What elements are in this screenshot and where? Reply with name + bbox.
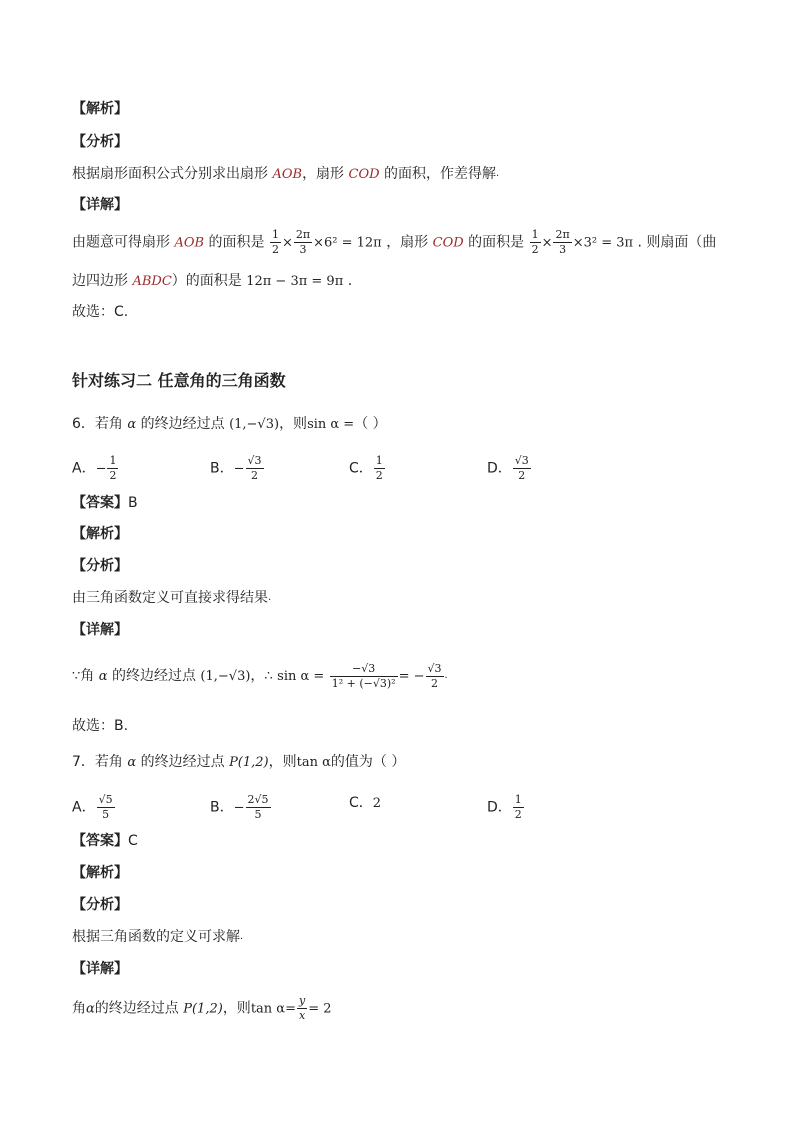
q5-fenxi-text: 根据扇形面积公式分别求出扇形 AOB，扇形 COD 的面积，作差得解. — [72, 166, 500, 182]
q6-answer: 【答案】B — [72, 495, 138, 511]
q7-detail: 角α的终边经过点 P(1,2)，则tan α= $\frac{y}{x}$ = 2 — [72, 994, 332, 1022]
q6-stem: 6．若角 α 的终边经过点 (1,−√3)，则sin α =（ ） — [72, 416, 387, 432]
section-title: 针对练习二 任意角的三角函数 — [72, 371, 286, 390]
q6-fenxi-text: 由三角函数定义可直接求得结果. — [72, 590, 272, 606]
q7-option-b[interactable]: B．− $\frac{2√5}{5}$ — [210, 793, 269, 821]
q7-stem: 7．若角 α 的终边经过点 P(1,2)，则tan α的值为（ ） — [72, 754, 406, 770]
q5-xiangjie-label: 【详解】 — [72, 197, 128, 213]
q6-option-a[interactable]: A．− $\frac{1}{2}$ — [72, 454, 117, 482]
q7-option-d[interactable]: D． $\frac{1}{2}$ — [487, 793, 522, 821]
q6-jiexi-label: 【解析】 — [72, 526, 128, 542]
q7-option-a[interactable]: A． $\frac{√5}{5}$ — [72, 793, 113, 821]
q5-jiexi-label: 【解析】 — [72, 101, 128, 117]
q5-detail-line1: 由题意可得扇形 AOB 的面积是 $\frac{1}{2}$ × $\frac{2\pi}{3}$ ×6² = 12π ，扇形 COD 的面积是 $\frac{1}{2}$ × $\frac{2\pi}{3}$ ×3² = 3π . 则扇面（曲 — [72, 228, 717, 256]
q5-choice: 故选：C. — [72, 304, 129, 320]
q6-option-d[interactable]: D． $\frac{√3}{2}$ — [487, 454, 529, 482]
sector-aob: AOB — [272, 167, 303, 182]
q7-fenxi-text: 根据三角函数的定义可求解. — [72, 929, 244, 945]
q7-fenxi-label: 【分析】 — [72, 897, 128, 913]
sector-cod: COD — [348, 167, 380, 182]
q6-xiangjie-label: 【详解】 — [72, 622, 128, 638]
q6-option-c[interactable]: C． $\frac{1}{2}$ — [349, 454, 383, 482]
q6-detail: ∵角 α 的终边经过点 (1,−√3)，∴ sin α = $\frac{-√3}{\text{1² + (−√3)²}}$ = − $\frac{√3}{2}$ . — [72, 661, 448, 690]
q7-option-c[interactable]: C．2 — [349, 795, 382, 811]
q7-answer: 【答案】C — [72, 833, 138, 849]
q5-fenxi-label: 【分析】 — [72, 134, 128, 150]
q7-xiangjie-label: 【详解】 — [72, 961, 128, 977]
q6-fenxi-label: 【分析】 — [72, 558, 128, 574]
q6-choice: 故选：B. — [72, 718, 129, 734]
q6-option-b[interactable]: B．− $\frac{√3}{2}$ — [210, 454, 262, 482]
q7-jiexi-label: 【解析】 — [72, 865, 128, 881]
q5-detail-line2: 边四边形 ABDC）的面积是 12π − 3π = 9π . — [72, 273, 353, 289]
